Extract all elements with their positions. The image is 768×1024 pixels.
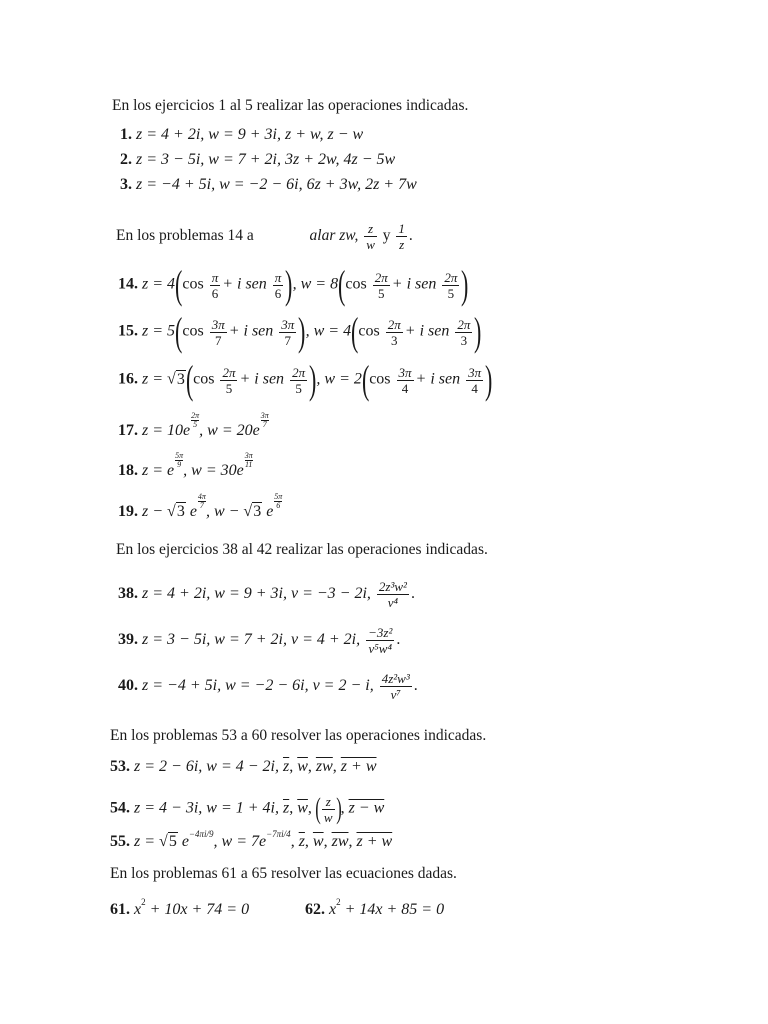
exercise-number: 1. [120, 126, 132, 143]
section-4-intro: En los problemas 53 a 60 resolver las operaciones indicadas. [110, 727, 487, 744]
exercise-53: 53. z = 2 − 6i, w = 4 − 2i, $\overline{z}$, $\overline{w}$, $\overline{zw}$, z + w [110, 758, 377, 775]
intro-y: y [382, 227, 391, 245]
exercise-62: 62. $x^2 + 14x + 85 = 0$ [305, 897, 445, 918]
exercise-3 [120, 177, 417, 193]
expr-part: z = 4 [142, 275, 176, 293]
exercise-number: 38. [118, 585, 138, 603]
exercise-number: 62. [305, 901, 325, 918]
exercise-expression: z = 3 − 5i, w = 7 + 2i, v = 4 + 2i, [142, 631, 361, 649]
exercise-number: 3. [120, 176, 132, 193]
fraction-1-over-z: $\frac{1}{z}$ [398, 221, 405, 252]
exercise-number: 55. [110, 833, 130, 850]
exercise-2 [120, 152, 395, 168]
exercise-number: 53. [110, 758, 130, 775]
fraction: $\frac{\text{−3z²}}{\text{v⁵w⁴}}$ [368, 625, 393, 656]
exercise-1 [120, 127, 363, 143]
fraction: $\frac{\text{4z²w³}}{\text{v⁷}}$ [381, 671, 410, 702]
exercise-number: 14. [118, 275, 138, 293]
section-2-intro: En los problemas 14 a alar zw, $\frac{z}{w}$ y $\frac{1}{z}$ . [116, 221, 413, 252]
exercise-number: 17. [118, 422, 138, 439]
exercise-expression: z = 3 − 5i, w = 7 + 2i, 3z + 2w, 4z − 5w [136, 151, 396, 168]
exercise-expression: z = −4 + 5i, w = −2 − 6i, 6z + 3w, 2z + 7w [136, 176, 417, 193]
fraction-z-over-w: $\frac{z}{w}$ [366, 221, 375, 252]
section-5-intro: En los problemas 61 a 65 resolver las ecuaciones dadas. [110, 865, 457, 882]
exercise-expression: z = −4 + 5i, w = −2 − 6i, v = 2 − i, [142, 677, 374, 695]
exercise-number: 15. [118, 322, 138, 340]
exercise-54: 54. z = 4 − 3i, w = 1 + 4i, $\overline{z}$, $\overline{w}$, ( $\frac{z}{w}$ ), z − w [110, 792, 385, 825]
exercise-61: 61. $x^2 + 10x + 74 = 0$ [110, 897, 250, 918]
exercise-14: 14. z = 4(cos $\frac{\pi}{6}$ + i sen $\frac{\pi}{6}$ ), w = 8(cos $\frac{2\pi}{5}$ + i sen $\frac{2\pi}{5}$ ) [118, 262, 469, 307]
exercise-19: 19. z − √3 e $\frac{4\pi}{7}$ , w − √3 e $\frac{5\pi}{6}$ [118, 492, 283, 520]
exercise-55: 55. z = √5 $e^{-4\pi i/9}$, $w = 7e^{-7\pi i/4}$, $\overline{z}$, $\overline{w}$, $\overline{zw}$, z + w [110, 829, 393, 850]
exercise-number: 16. [118, 370, 138, 388]
exercise-16: 16. z = √3(cos $\frac{2\pi}{5}$ + i sen $\frac{2\pi}{5}$ ), w = 2(cos $\frac{3\pi}{4}$ + i sen $\frac{3\pi}{4}$ ) [118, 357, 493, 402]
exercise-expression: z = 4 + 2i, w = 9 + 3i, v = −3 − 2i, [142, 585, 371, 603]
exercise-40: 40. z = −4 + 5i, w = −2 − 6i, v = 2 − i, $\frac{\text{4z²w³}}{\text{v⁷}}$ . [118, 671, 418, 702]
exercise-number: 2. [120, 151, 132, 168]
exercise-15: 15. z = 5(cos $\frac{3\pi}{7}$ + i sen $\frac{3\pi}{7}$ ), w = 4(cos $\frac{2\pi}{3}$ + i sen $\frac{2\pi}{3}$ ) [118, 309, 482, 354]
exercise-number: 40. [118, 677, 138, 695]
exercise-number: 18. [118, 462, 138, 479]
exercise-number: 61. [110, 901, 130, 918]
exercise-39: 39. z = 3 − 5i, w = 7 + 2i, v = 4 + 2i, $\frac{\text{−3z²}}{\text{v⁵w⁴}}$ . [118, 625, 401, 656]
intro-text-a: En los problemas 14 a [116, 227, 254, 245]
exercise-expression: z = 4 + 2i, w = 9 + 3i, z + w, z − w [136, 126, 364, 143]
section-1-intro: En los ejercicios 1 al 5 realizar las operaciones indicadas. [112, 97, 469, 114]
exercise-38: 38. z = 4 + 2i, w = 9 + 3i, v = −3 − 2i, $\frac{\text{2z³w²}}{\text{v⁴}}$ . [118, 579, 415, 610]
exercise-17: 17. z = 10e $\frac{2\pi}{5}$ , w = 20e $\frac{3\pi}{7}$ [118, 411, 269, 439]
intro-text-b: alar zw, [309, 227, 359, 245]
section-3-intro: En los ejercicios 38 al 42 realizar las operaciones indicadas. [116, 541, 488, 558]
exercise-18: 18. z = e $\frac{5\pi}{9}$ , w = 30e $\frac{3\pi}{11}$ [118, 451, 253, 479]
exercise-number: 19. [118, 503, 138, 520]
exercise-number: 39. [118, 631, 138, 649]
exercise-number: 54. [110, 799, 130, 817]
fraction: $\frac{\text{2z³w²}}{\text{v⁴}}$ [378, 579, 407, 610]
